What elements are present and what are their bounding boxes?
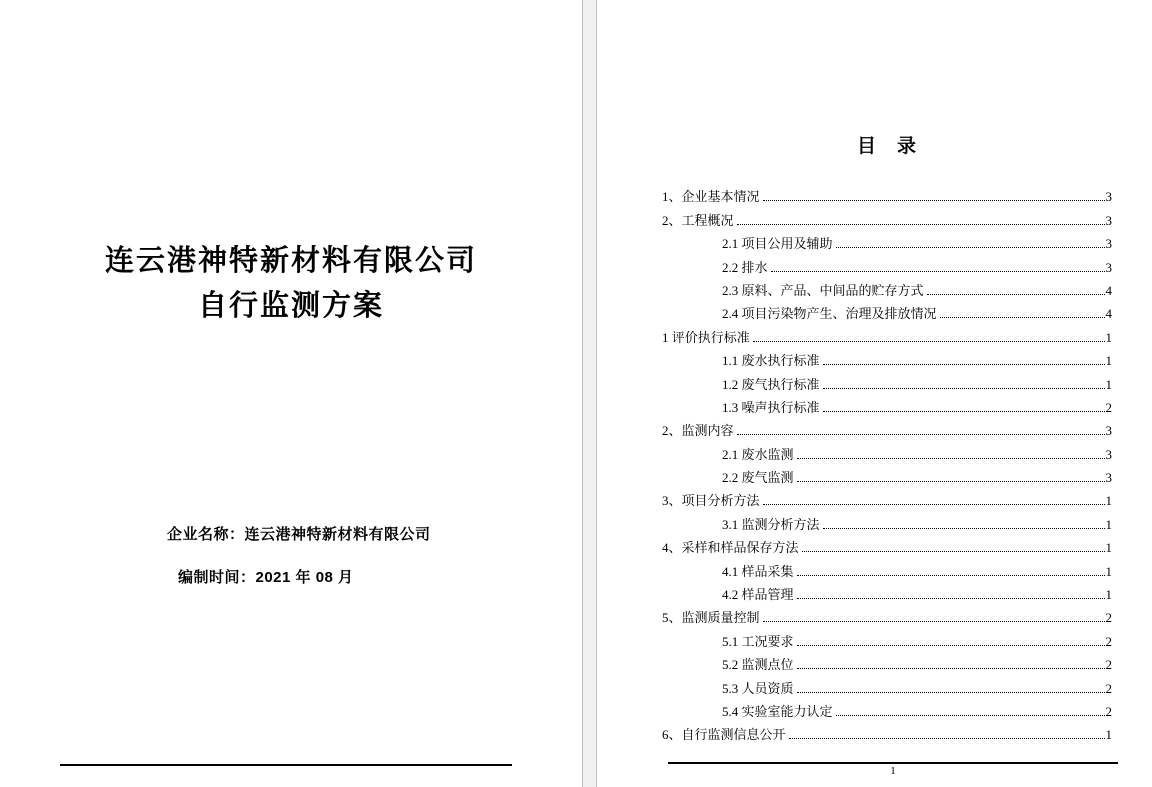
toc-entry[interactable] — [662, 626, 1112, 649]
toc-entry-label: 2.1 废水监测 — [722, 446, 794, 462]
toc-entry-page: 2 — [1105, 703, 1112, 719]
toc-footer-rule — [668, 762, 1118, 764]
toc-dot-leader — [797, 458, 1105, 459]
toc-entry-page: 1 — [1105, 329, 1112, 345]
toc-entry[interactable] — [662, 556, 1112, 579]
toc-dot-leader — [836, 715, 1105, 716]
toc-entry-page: 1 — [1105, 563, 1112, 579]
toc-entry-page: 3 — [1105, 423, 1112, 439]
toc-dot-leader — [797, 598, 1105, 599]
toc-entry-label: 5、监测质量控制 — [662, 610, 760, 626]
toc-entry[interactable] — [662, 673, 1112, 696]
toc-entry-page: 2 — [1105, 680, 1112, 696]
page-number: 1 — [890, 765, 896, 777]
cover-title-line1: 连云港神特新材料有限公司 — [104, 245, 477, 277]
toc-page — [597, 0, 1152, 787]
toc-entry[interactable] — [662, 276, 1112, 299]
toc-dot-leader — [802, 551, 1105, 552]
toc-entry[interactable] — [662, 229, 1112, 252]
toc-entry[interactable] — [662, 322, 1112, 345]
toc-entry-page: 2 — [1105, 633, 1112, 649]
toc-entry-label: 1 评价执行标准 — [662, 329, 750, 345]
toc-entry-label: 2.4 项目污染物产生、治理及排放情况 — [722, 306, 937, 322]
toc-dot-leader — [763, 621, 1105, 622]
toc-entry-page: 1 — [1105, 727, 1112, 743]
toc-entry-label: 3、项目分析方法 — [662, 493, 760, 509]
toc-entry-label: 2、监测内容 — [662, 423, 734, 439]
cover-info — [167, 523, 431, 587]
toc-entry-page: 1 — [1105, 516, 1112, 532]
toc-dot-leader — [763, 200, 1105, 201]
toc-heading: 目 录 — [856, 136, 917, 157]
toc-entry-label: 5.2 监测点位 — [722, 657, 794, 673]
toc-dot-leader — [797, 645, 1105, 646]
toc-entry[interactable] — [662, 369, 1112, 392]
toc-entry-label: 1.1 废水执行标准 — [722, 353, 820, 369]
toc-dot-leader — [771, 271, 1105, 272]
toc-entry[interactable] — [662, 299, 1112, 322]
toc-entry-page: 2 — [1105, 657, 1112, 673]
toc-dot-leader — [797, 668, 1105, 669]
toc-entry-label: 4.2 样品管理 — [722, 587, 794, 603]
toc-entry-page: 2 — [1105, 399, 1112, 415]
toc-entry-label: 5.3 人员资质 — [722, 680, 794, 696]
toc-entry[interactable] — [662, 509, 1112, 532]
toc-dot-leader — [927, 294, 1105, 295]
toc-entry[interactable] — [662, 393, 1112, 416]
toc-entry-page: 1 — [1105, 493, 1112, 509]
toc-entry[interactable] — [662, 697, 1112, 720]
toc-entry[interactable] — [662, 486, 1112, 509]
toc-entry-page: 3 — [1105, 212, 1112, 228]
toc-dot-leader — [940, 317, 1105, 318]
toc-dot-leader — [763, 504, 1105, 505]
toc-dot-leader — [789, 738, 1105, 739]
toc-entry-page: 3 — [1105, 236, 1112, 252]
toc-entry-label: 4、采样和样品保存方法 — [662, 540, 799, 556]
toc-dot-leader — [797, 481, 1105, 482]
toc-entry[interactable] — [662, 650, 1112, 673]
cover-title-line2: 自行监测方案 — [197, 290, 384, 322]
toc-entry-page: 2 — [1105, 610, 1112, 626]
toc-list — [662, 182, 1112, 743]
toc-entry[interactable] — [662, 720, 1112, 743]
toc-dot-leader — [836, 247, 1105, 248]
toc-dot-leader — [737, 224, 1105, 225]
toc-entry-label: 1.2 废气执行标准 — [722, 376, 820, 392]
toc-dot-leader — [797, 575, 1105, 576]
toc-entry-label: 2、工程概况 — [662, 212, 734, 228]
toc-entry[interactable] — [662, 580, 1112, 603]
toc-entry[interactable] — [662, 603, 1112, 626]
toc-entry-page: 4 — [1105, 306, 1112, 322]
toc-entry-label: 2.1 项目公用及辅助 — [722, 236, 833, 252]
toc-entry-page: 1 — [1105, 587, 1112, 603]
toc-dot-leader — [737, 434, 1105, 435]
toc-entry-label: 5.1 工况要求 — [722, 633, 794, 649]
toc-entry-label: 2.2 排水 — [722, 259, 768, 275]
toc-entry-page: 3 — [1105, 470, 1112, 486]
toc-entry-page: 3 — [1105, 189, 1112, 205]
toc-entry-page: 1 — [1105, 353, 1112, 369]
cover-footer-rule — [60, 764, 512, 766]
toc-entry-label: 5.4 实验室能力认定 — [722, 703, 833, 719]
toc-entry-label: 2.2 废气监测 — [722, 470, 794, 486]
company-name-label: 企业名称：连云港神特新材料有限公司 — [167, 526, 431, 543]
toc-entry[interactable] — [662, 182, 1112, 205]
compile-date-label: 编制时间：2021 年 08 月 — [178, 569, 354, 586]
toc-entry[interactable] — [662, 439, 1112, 462]
toc-entry-page: 3 — [1105, 446, 1112, 462]
toc-dot-leader — [823, 528, 1105, 529]
toc-entry[interactable] — [662, 346, 1112, 369]
toc-dot-leader — [823, 411, 1105, 412]
toc-entry-label: 3.1 监测分析方法 — [722, 516, 820, 532]
page-gap-divider — [582, 0, 597, 787]
toc-entry-page: 3 — [1105, 259, 1112, 275]
toc-entry[interactable] — [662, 205, 1112, 228]
toc-entry-page: 1 — [1105, 376, 1112, 392]
toc-entry-label: 1.3 噪声执行标准 — [722, 399, 820, 415]
cover-title — [0, 239, 582, 329]
toc-entry[interactable] — [662, 416, 1112, 439]
toc-entry[interactable] — [662, 463, 1112, 486]
toc-entry-page: 1 — [1105, 540, 1112, 556]
toc-entry-label: 2.3 原料、产品、中间品的贮存方式 — [722, 282, 924, 298]
toc-entry-label: 6、自行监测信息公开 — [662, 727, 786, 743]
toc-dot-leader — [823, 388, 1105, 389]
toc-entry[interactable] — [662, 252, 1112, 275]
toc-dot-leader — [823, 364, 1105, 365]
toc-entry-label: 1、企业基本情况 — [662, 189, 760, 205]
toc-dot-leader — [753, 341, 1105, 342]
toc-dot-leader — [797, 692, 1105, 693]
toc-entry-label: 4.1 样品采集 — [722, 563, 794, 579]
toc-entry-page: 4 — [1105, 282, 1112, 298]
toc-entry[interactable] — [662, 533, 1112, 556]
